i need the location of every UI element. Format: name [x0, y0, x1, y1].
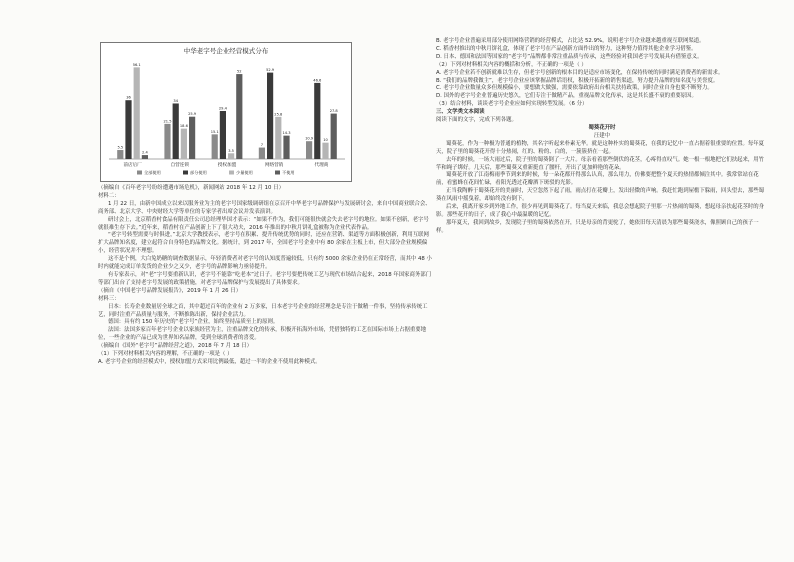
legend-label: 少量使用 [236, 170, 253, 175]
data-label: 34 [173, 98, 178, 103]
legend-swatch [275, 171, 280, 175]
right-paragraph: 去年的时候，一场大雨过后，院子里的蜀葵倒了一大片。母亲看着那些倒伏的花茎，心疼得直叹气。她一根一根地把它们扶起来，用竹竿和绳子绑好。几天后，那些蜀葵又重新挺直了腰杆，开出了更加鲜艳的花朵。 [436, 156, 765, 171]
right-paragraph: C. 老字号企业数量众多但规模偏小，要想做大做强，需要依靠政府出台相关扶持政策，同时企业自身也要不断努力。 [436, 85, 713, 92]
bar-1-4 [142, 155, 148, 159]
data-label: 46.6 [313, 78, 322, 83]
x-tick-label: 前店后厂 [123, 163, 142, 168]
bar-chart [100, 42, 352, 182]
data-label: 56.1 [132, 62, 141, 67]
right-paragraph: A. 老字号企业若不创新就难以生存，但老字号创新的根本目的是适应市场变化，在保持传统的同时满足消费者的新需求。 [436, 69, 724, 76]
data-label: 10.9 [305, 136, 314, 141]
left-paragraph: 德国：具有约 150 年历史的“老字号”企业，始终坚持品质至上的原则。 [108, 319, 279, 326]
bar-5-3 [322, 143, 328, 159]
data-label: 25.9 [188, 112, 197, 117]
left-paragraph: “老字号转型需要与时俱进，”北京大学教授表示，老字号在积累、提升传统优势的同时，还应在营销、渠道等方面积极创新，利用互联网扩大品牌知名度，建立起符合自身特色的品牌文化。据统计，到 2017 年，全国老字号企业中有 80 余家在主板上市，但大部分企业规模偏小，经营状况并不理想。 [98, 232, 429, 255]
data-label: 5.5 [117, 145, 124, 150]
right-paragraph: 三、文学类文本阅读 [436, 109, 485, 116]
right-text-body [436, 38, 768, 236]
right-paragraph: 汪建中 [593, 132, 611, 139]
bar-5-4 [331, 114, 337, 159]
legend-label: 部分使用 [190, 170, 207, 175]
left-paragraph: 这不是个例，大白兔奶糖的调查数据显示，年轻消费者对老字号的认知度普遍较低，只有约 5000 余家企业仍在正常经营，而其中 48 小时内就能完成订单发货的企业少之又少，老字号的品牌影响力亟待提升。 [98, 256, 432, 271]
bar-1-3 [134, 67, 140, 159]
right-paragraph: B. “我们的品牌我做主”，老字号企业应该掌握品牌话语权，积极开拓新的销售渠道，努力提升品牌的知名度与美誉度。 [436, 77, 719, 84]
right-paragraph: （3）结合材料，谈谈老字号企业应如何实现转型发展。（6 分） [436, 101, 588, 108]
left-paragraph: （摘编自《国外“老字号”品牌经营之道》，2018 年 7 月 18 日） [98, 343, 253, 350]
bar-4-2 [267, 73, 273, 159]
x-tick-label: 授权加盟 [217, 163, 237, 168]
legend-label: 不使用 [282, 170, 295, 175]
bar-3-1 [212, 134, 218, 159]
bar-4-3 [275, 117, 281, 159]
x-tick-label: 自营连锁 [170, 163, 189, 168]
bar-5-1 [306, 141, 312, 159]
bar-1-2 [125, 100, 131, 159]
right-paragraph: 蜀葵花开放了江南梅雨季节到来的时候，每一朵花都开得那么认真，那么用力，仿佛要把整个夏天的热情都倾注其中。我常常站在花前，看蜜蜂在花间忙碌，看阳光透过花瓣洒下斑驳的光影。 [436, 172, 759, 187]
bar-4-1 [259, 148, 265, 159]
left-paragraph: 1 月 22 日，由新中国成立以来以服务业为主的老字号国家级调研组在京召开中华老字号品牌保护与发展研讨会，来自中国商业联合会、商务部、北京大学、中央财经大学等单位的专家学者出席会议并发表演讲。 [98, 200, 431, 215]
data-label: 7 [260, 143, 264, 148]
legend-swatch [183, 171, 188, 175]
bar-3-2 [220, 111, 226, 159]
data-label: 36 [126, 95, 131, 100]
data-label: 2.4 [142, 150, 148, 155]
left-paragraph: 研讨会上，北京稻香村食品有限责任公司总经理毕国才表示：“如果不作为，我们可能很快就会失去老字号的地位。如果不创新，老字号就很难生存下去。”近年来，稻香村在产品创新上下了很大功夫，2016 年推出的中秋月饼礼盒被称为企业代表作品。 [98, 216, 429, 231]
x-tick-label: 代理商 [314, 163, 329, 168]
data-label: 52 [237, 69, 242, 74]
data-label: 18.6 [179, 124, 188, 129]
legend-swatch [137, 171, 142, 175]
bar-2-1 [164, 124, 170, 159]
data-label: 14.3 [282, 131, 291, 136]
x-tick-label: 网络营销 [265, 163, 284, 168]
left-paragraph: （1）下列对材料相关内容的理解，不正确的一项是（ ） [98, 351, 233, 358]
bar-2-4 [189, 117, 195, 159]
right-paragraph: 蜀葵花，作为一种极为普通的植物，其名字听起来朴素无华。就是这种朴实的蜀葵花，在我的记忆中一直占据着很重要的位置。每年夏天，院子里的蜀葵花开得十分热闹，红的、粉的、白的，一簇簇挤在一起。 [436, 140, 765, 155]
bar-3-4 [236, 74, 242, 159]
data-label: 27.8 [329, 109, 338, 114]
bar-4-4 [283, 136, 289, 159]
bar-2-2 [173, 103, 179, 159]
bar-2-3 [181, 129, 187, 159]
left-paragraph: （摘自《中国老字号品牌发展报告》，2019 年 1 月 26 日） [98, 287, 242, 294]
bar-1-1 [117, 150, 123, 159]
left-paragraph: 材料三： [98, 295, 120, 302]
legend-label: 全部使用 [144, 170, 161, 175]
left-paragraph: 日本：长寿企业数量居全球之首，其中超过百年的企业有 2 万多家，日本老字号企业的经营理念是专注于做精一件事，坚持传承传统工艺，同时注重产品质量与服务，不断推陈出新，保持企业活力。 [98, 303, 428, 318]
right-paragraph: B. 老字号企业普遍采用部分使用网络营销的经营模式，占比达 52.9%，说明老字号企业越来越重视互联网渠道。 [436, 38, 705, 44]
right-paragraph: （2）下列对材料相关内容的概括和分析，不正确的一项是（ ） [436, 61, 587, 68]
right-paragraph: 后来，我离开家乡到外地工作，很少再见到蜀葵花了。每当夏天来临，我总会想起院子里那一片热闹的蜀葵，想起母亲扶起花茎时的身影。那些花开的日子，成了我心中最温暖的记忆。 [436, 204, 765, 218]
chart-title: 中华老字号企业经营模式分布 [183, 47, 269, 55]
left-paragraph: （摘编自《百年老字号纷纷遭遇市场危机》，新闻网站 2018 年 12 月 10 日） [98, 185, 284, 191]
right-paragraph: D. 日本、德国和法国等国家的“老字号”品牌都非常注重品质与传承，这些经验对我国老字号发展具有借鉴意义。 [436, 53, 703, 60]
data-label: 52.9 [266, 68, 275, 73]
left-paragraph: 法国：法国多家百年老字号企业以家族经营为主，注重品牌文化的传承，积极开拓海外市场，凭借独特的工艺在国际市场上占据重要地位，一些企业的产品已成为世界知名品牌，受到全球消费者的喜爱。 [98, 327, 427, 342]
left-text-body [98, 185, 434, 367]
data-label: 25.8 [274, 112, 283, 117]
left-column [98, 38, 434, 367]
legend-swatch [229, 171, 234, 175]
bar-3-3 [228, 153, 234, 159]
data-label: 15.1 [210, 129, 219, 134]
left-paragraph: 材料二： [98, 192, 120, 199]
bar-5-2 [314, 83, 320, 159]
left-paragraph: 有专家表示，对“老”字号要重新认识，老字号不能靠“吃老本”过日子。老字号要把传统工艺与现代市场结合起来，2018 年国家商务部门等部门出台了支持老字号发展的政策措施，对老字号品牌保护与发展提出了具体要求。 [98, 271, 432, 286]
left-paragraph: A. 老字号企业的经营模式中，授权加盟方式采用比例最低，超过一半的企业不使用此种模式。 [98, 358, 321, 365]
right-paragraph: 阅读下面的文字，完成下列各题。 [436, 117, 517, 124]
right-paragraph: 那年夏天，我回到故乡，发现院子里的蜀葵依然在开，只是母亲的背更驼了，她依旧每天清晨为那些蜀葵浇水，像照顾自己的孩子一样。 [436, 219, 759, 234]
chart-canvas [101, 43, 351, 181]
right-paragraph: 正当我陶醉于蜀葵花开的美丽时，天空忽然下起了雨，雨点打在花瓣上，发出轻微的声响。我赶忙跑到屋檐下躲雨，回头望去，那些蜀葵在风雨中摇曳着，却始终没有倒下。 [436, 188, 765, 203]
right-column [436, 38, 768, 236]
right-paragraph: D. 国外的老字号企业普遍历史悠久，它们专注于做精产品，重视品牌文化传承，这是其长盛不衰的重要原因。 [436, 93, 697, 100]
data-label: 10 [323, 138, 328, 143]
data-label: 29.4 [218, 106, 227, 111]
data-label: 21.5 [163, 119, 172, 124]
right-paragraph: 蜀葵花开时 [588, 124, 616, 131]
data-label: 3.5 [228, 148, 234, 153]
right-paragraph: C. 稻香村推出的中秋月饼礼盒，体现了老字号在产品创新方面作出的努力，这种努力值得其他企业学习借鉴。 [436, 45, 697, 52]
